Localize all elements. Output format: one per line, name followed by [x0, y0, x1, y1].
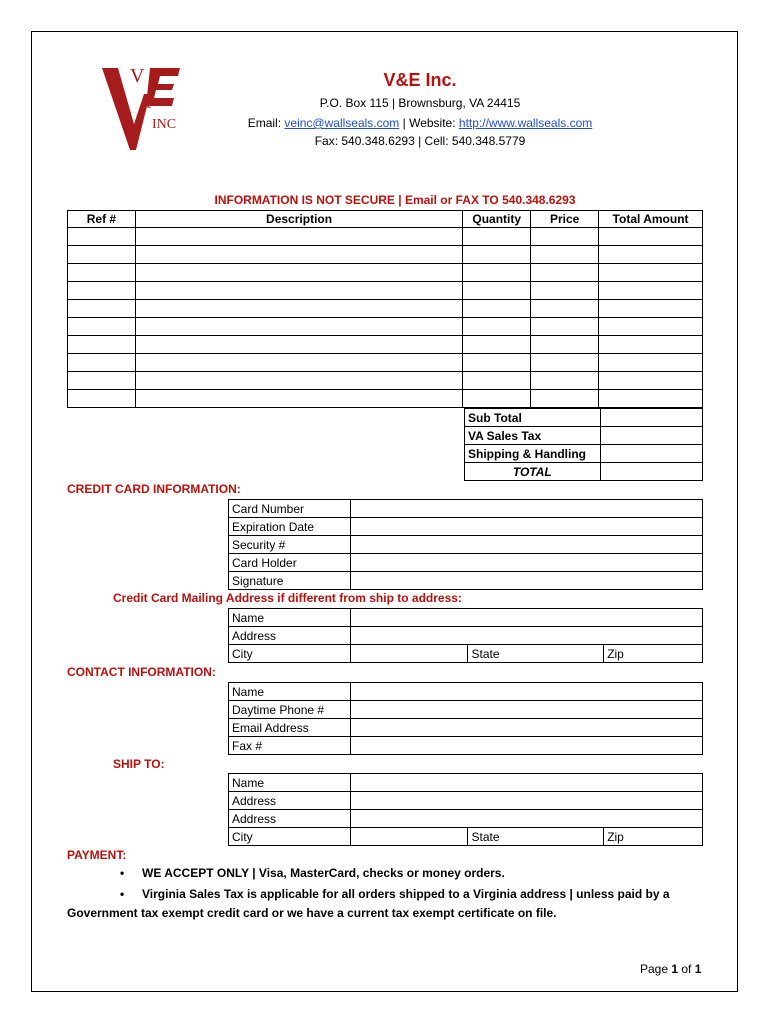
- header-price: Price: [531, 211, 599, 228]
- page-label: Page: [640, 962, 672, 976]
- description-cell[interactable]: [135, 282, 462, 300]
- summary-table: [464, 408, 703, 481]
- card-holder-field[interactable]: [351, 554, 703, 572]
- payment-bullet-2: [120, 887, 670, 901]
- contact-name-field[interactable]: [351, 683, 703, 701]
- header-quantity: Quantity: [463, 211, 531, 228]
- company-address: P.O. Box 115 | Brownsburg, VA 24415: [319, 96, 521, 110]
- quantity-cell[interactable]: [463, 228, 531, 246]
- description-cell[interactable]: [135, 228, 462, 246]
- page-total: 1: [694, 962, 702, 976]
- price-cell[interactable]: [531, 246, 599, 264]
- table-row: [68, 336, 703, 354]
- shipping-row: [465, 445, 703, 463]
- expiration-row: [229, 518, 703, 536]
- fax-cell-line: Fax: 540.348.6293 | Cell: 540.348.5779: [314, 134, 526, 148]
- ref-cell[interactable]: [68, 354, 136, 372]
- logo-v-text: V: [130, 65, 145, 87]
- contact-phone-label: Daytime Phone #: [229, 701, 351, 719]
- ship-address1-row: [229, 792, 703, 810]
- ship-address1-field[interactable]: [350, 792, 702, 810]
- ship-name-row: [229, 774, 703, 792]
- company-logo: [100, 64, 190, 154]
- mailing-city-row: [229, 645, 703, 663]
- table-row: [68, 354, 703, 372]
- contact-phone-field[interactable]: [351, 701, 703, 719]
- signature-row: [229, 572, 703, 590]
- description-cell[interactable]: [135, 318, 462, 336]
- sales-tax-row: [465, 427, 703, 445]
- ship-city-label: City: [229, 828, 351, 846]
- table-row: [68, 318, 703, 336]
- ship-city-row: [229, 828, 703, 846]
- email-link[interactable]: veinc@wallseals.com: [284, 116, 400, 130]
- description-cell[interactable]: [135, 264, 462, 282]
- total-amount-cell[interactable]: [599, 390, 703, 408]
- table-row: [68, 390, 703, 408]
- price-cell[interactable]: [531, 336, 599, 354]
- mailing-address-field[interactable]: [350, 627, 702, 645]
- payment-bullet-1: [120, 866, 505, 880]
- ship-state-cell[interactable]: State: [468, 828, 604, 846]
- mailing-zip-cell[interactable]: Zip: [604, 645, 703, 663]
- price-cell[interactable]: [531, 282, 599, 300]
- mailing-name-label: Name: [229, 609, 351, 627]
- contact-email-row: [229, 719, 703, 737]
- price-cell[interactable]: [531, 318, 599, 336]
- ship-address2-field[interactable]: [350, 810, 702, 828]
- mailing-address-label: Address: [229, 627, 351, 645]
- page-of-label: of: [678, 962, 695, 976]
- mailing-city-field[interactable]: [350, 645, 468, 663]
- card-holder-label: Card Holder: [229, 554, 351, 572]
- subtotal-row: [465, 409, 703, 427]
- mailing-name-field[interactable]: [350, 609, 702, 627]
- contact-fax-label: Fax #: [229, 737, 351, 755]
- table-row: [68, 246, 703, 264]
- description-cell[interactable]: [135, 336, 462, 354]
- ship-address2-label: Address: [229, 810, 351, 828]
- quantity-cell[interactable]: [463, 336, 531, 354]
- total-amount-cell[interactable]: [599, 354, 703, 372]
- table-row: [68, 282, 703, 300]
- ref-cell[interactable]: [68, 228, 136, 246]
- ship-name-label: Name: [229, 774, 351, 792]
- credit-card-table: [228, 499, 703, 590]
- ref-cell[interactable]: [68, 318, 136, 336]
- total-amount-cell[interactable]: [599, 318, 703, 336]
- contact-line: [180, 116, 660, 130]
- sales-tax-label: VA Sales Tax: [465, 427, 601, 445]
- price-cell[interactable]: [531, 264, 599, 282]
- card-number-label: Card Number: [229, 500, 351, 518]
- total-amount-cell[interactable]: [599, 300, 703, 318]
- description-cell[interactable]: [135, 372, 462, 390]
- mailing-city-label: City: [229, 645, 351, 663]
- subtotal-label: Sub Total: [465, 409, 601, 427]
- contact-heading: CONTACT INFORMATION:: [67, 665, 216, 679]
- description-cell[interactable]: [135, 300, 462, 318]
- description-cell[interactable]: [135, 390, 462, 408]
- mailing-name-row: [229, 609, 703, 627]
- page-number: [640, 962, 701, 976]
- contact-name-row: [229, 683, 703, 701]
- description-cell[interactable]: [135, 246, 462, 264]
- items-header-row: [68, 211, 703, 228]
- quantity-cell[interactable]: [463, 264, 531, 282]
- security-field[interactable]: [351, 536, 703, 554]
- security-label: Security #: [229, 536, 351, 554]
- quantity-cell[interactable]: [463, 318, 531, 336]
- bullet-icon: •: [120, 887, 125, 901]
- ship-city-field[interactable]: [350, 828, 468, 846]
- security-warning: INFORMATION IS NOT SECURE | Email or FAX TO 540.348.6293: [214, 193, 576, 207]
- logo-amp-text: &: [142, 97, 152, 111]
- ship-to-heading: SHIP TO:: [113, 757, 165, 771]
- header-ref: Ref #: [68, 211, 136, 228]
- company-name: V&E Inc.: [383, 70, 457, 90]
- table-row: [68, 372, 703, 390]
- ship-address1-label: Address: [229, 792, 351, 810]
- card-number-row: [229, 500, 703, 518]
- expiration-field[interactable]: [351, 518, 703, 536]
- mailing-address-row: [229, 627, 703, 645]
- logo-inc-text: INC: [152, 117, 177, 132]
- shipping-label: Shipping & Handling: [465, 445, 601, 463]
- total-amount-cell[interactable]: [599, 336, 703, 354]
- card-holder-row: [229, 554, 703, 572]
- payment-bullet-1-text: WE ACCEPT ONLY | Visa, MasterCard, checks or money orders.: [142, 866, 505, 880]
- total-field[interactable]: [600, 463, 702, 481]
- quantity-cell[interactable]: [463, 282, 531, 300]
- total-amount-cell[interactable]: [599, 228, 703, 246]
- payment-bullet-2-continued: Government tax exempt credit card or we have a current tax exempt certificate on file.: [67, 906, 557, 920]
- header-total-amount: Total Amount: [599, 211, 703, 228]
- expiration-label: Expiration Date: [229, 518, 351, 536]
- contact-fax-field[interactable]: [351, 737, 703, 755]
- quantity-cell[interactable]: [463, 354, 531, 372]
- items-body: [68, 228, 703, 408]
- contact-phone-row: [229, 701, 703, 719]
- ref-cell[interactable]: [68, 264, 136, 282]
- contact-table: [228, 682, 703, 755]
- website-label: | Website:: [399, 116, 459, 130]
- contact-name-label: Name: [229, 683, 351, 701]
- ship-address2-row: [229, 810, 703, 828]
- contact-fax-row: [229, 737, 703, 755]
- table-row: [68, 300, 703, 318]
- mailing-heading: Credit Card Mailing Address if different from ship to address:: [113, 591, 462, 605]
- sales-tax-field[interactable]: [600, 427, 702, 445]
- payment-bullet-2-text: Virginia Sales Tax is applicable for all orders shipped to a Virginia address | unless paid by a: [142, 887, 670, 901]
- ship-name-field[interactable]: [350, 774, 702, 792]
- ref-cell[interactable]: [68, 390, 136, 408]
- total-row: [465, 463, 703, 481]
- price-cell[interactable]: [531, 300, 599, 318]
- price-cell[interactable]: [531, 390, 599, 408]
- price-cell[interactable]: [531, 354, 599, 372]
- ref-cell[interactable]: [68, 372, 136, 390]
- payment-heading: PAYMENT:: [67, 848, 127, 862]
- security-row: [229, 536, 703, 554]
- table-row: [68, 228, 703, 246]
- signature-field[interactable]: [351, 572, 703, 590]
- ref-cell[interactable]: [68, 246, 136, 264]
- total-amount-cell[interactable]: [599, 372, 703, 390]
- card-number-field[interactable]: [351, 500, 703, 518]
- total-amount-cell[interactable]: [599, 282, 703, 300]
- header-description: Description: [135, 211, 462, 228]
- items-table: [67, 210, 703, 408]
- description-cell[interactable]: [135, 354, 462, 372]
- mailing-state-cell[interactable]: State: [468, 645, 604, 663]
- page-current: 1: [671, 962, 679, 976]
- shipping-field[interactable]: [600, 445, 702, 463]
- table-row: [68, 264, 703, 282]
- contact-email-label: Email Address: [229, 719, 351, 737]
- credit-card-heading: CREDIT CARD INFORMATION:: [67, 482, 241, 496]
- bullet-icon: •: [120, 866, 125, 880]
- ref-cell[interactable]: [68, 336, 136, 354]
- quantity-cell[interactable]: [463, 246, 531, 264]
- mailing-table: [228, 608, 703, 663]
- ship-to-table: [228, 773, 703, 846]
- price-cell[interactable]: [531, 228, 599, 246]
- quantity-cell[interactable]: [463, 372, 531, 390]
- total-amount-cell[interactable]: [599, 264, 703, 282]
- total-label: TOTAL: [465, 463, 601, 481]
- quantity-cell[interactable]: [463, 390, 531, 408]
- email-label: Email:: [247, 116, 285, 130]
- quantity-cell[interactable]: [463, 300, 531, 318]
- website-link[interactable]: http://www.wallseals.com: [458, 116, 593, 130]
- price-cell[interactable]: [531, 372, 599, 390]
- signature-label: Signature: [229, 572, 351, 590]
- ship-zip-cell[interactable]: Zip: [604, 828, 703, 846]
- ref-cell[interactable]: [68, 300, 136, 318]
- total-amount-cell[interactable]: [599, 246, 703, 264]
- subtotal-field[interactable]: [600, 409, 702, 427]
- ref-cell[interactable]: [68, 282, 136, 300]
- contact-email-field[interactable]: [351, 719, 703, 737]
